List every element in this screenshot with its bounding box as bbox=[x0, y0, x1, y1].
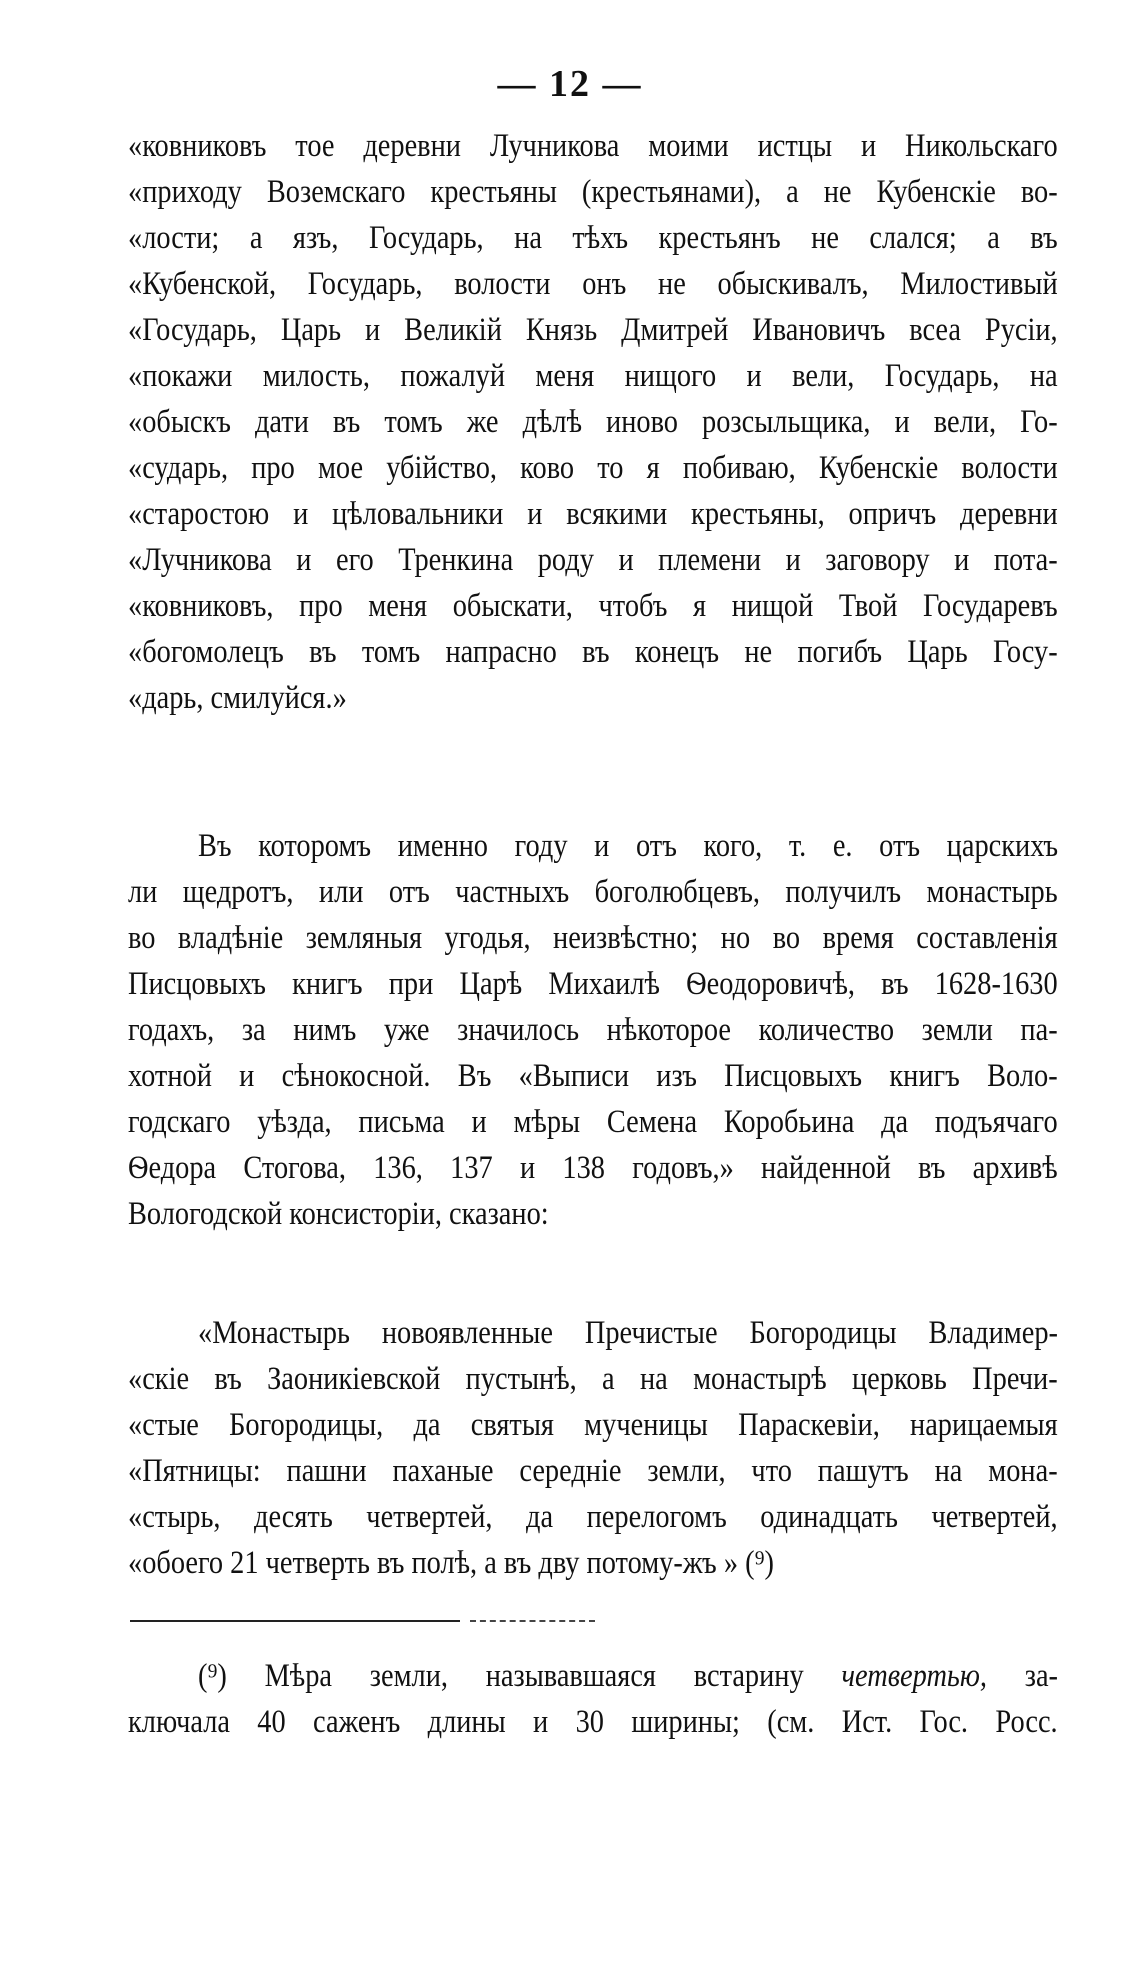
text-line: «дарь, смилуйся.» bbox=[128, 680, 347, 716]
text-line: «ковниковъ, про меня обыскати, чтобъ я нищой Твой Государевъ bbox=[128, 588, 1058, 624]
text-line: «приходу Воземскаго крестьяны (крестьянами), а не Кубенскіе во- bbox=[128, 174, 1058, 210]
text-line: «стырь, десять четвертей, да перелогомъ одинадцать четвертей, bbox=[128, 1499, 1058, 1535]
text-line: «стые Богородицы, да святыя мученицы Параскевіи, нарицаемыя bbox=[128, 1407, 1058, 1443]
page-number: — 12 — bbox=[497, 63, 643, 105]
text-line: годскаго уѣзда, письма и мѣры Семена Коробьина да подъячаго bbox=[128, 1104, 1058, 1140]
text-line: хотной и сѣнокосной. Въ «Выписи изъ Писцовыхъ книгъ Воло- bbox=[128, 1058, 1058, 1094]
text-line: ли щедротъ, или отъ частныхъ боголюбцевъ, получилъ монастырь bbox=[128, 874, 1058, 910]
footnote-line: ключала 40 саженъ длины и 30 ширины; (см. Ист. Гос. Росс. bbox=[128, 1704, 1058, 1740]
text-line: «Монастырь новоявленные Пречистые Богородицы Владимер- bbox=[198, 1315, 1058, 1351]
text-line: «скіе въ Заоникіевской пустынѣ, а на монастырѣ церковь Пречи- bbox=[128, 1361, 1058, 1397]
text-line: «обоего 21 четверть въ полѣ, а въ дву потому-жъ » (⁹) bbox=[128, 1545, 774, 1581]
quote-block-extract bbox=[128, 1310, 1058, 1586]
text-line: Писцовыхъ книгъ при Царѣ Михаилѣ Ѳеодоровичѣ, въ 1628-1630 bbox=[128, 966, 1058, 1002]
footnote-rule bbox=[130, 1620, 460, 1622]
footnote-marker-text: (⁹) Мѣра земли, называвшаяся встарину bbox=[198, 1658, 804, 1694]
footnote-line bbox=[198, 1653, 1058, 1699]
footnote-continuation: за- bbox=[986, 1658, 1058, 1694]
footnote-rule-dashed bbox=[470, 1620, 595, 1622]
text-line: «Лучникова и его Тренкина роду и племени и заговору и пота- bbox=[128, 542, 1058, 578]
body-paragraph bbox=[128, 823, 1058, 1237]
text-line: «покажи милость, пожалуй меня нищого и вели, Государь, на bbox=[128, 358, 1058, 394]
text-line: «Пятницы: пашни паханые середніе земли, что пашутъ на мона- bbox=[128, 1453, 1058, 1489]
text-line: «богомолецъ въ томъ напрасно въ конецъ не погибъ Царь Госу- bbox=[128, 634, 1058, 670]
footnote bbox=[128, 1653, 1058, 1745]
text-line: Въ которомъ именно году и отъ кого, т. е. отъ царскихъ bbox=[198, 828, 1058, 864]
text-line: «Кубенской, Государь, волости онъ не обыскивалъ, Милостивый bbox=[128, 266, 1058, 302]
text-line: «старостою и цѣловальники и всякими крестьяны, опричъ деревни bbox=[128, 496, 1058, 532]
quote-block-petition bbox=[128, 123, 1058, 721]
text-line: Ѳедора Стогова, 136, 137 и 138 годовъ,» найденной въ архивѣ bbox=[128, 1150, 1058, 1186]
text-line: годахъ, за нимъ уже значилось нѣкоторое количество земли па- bbox=[128, 1012, 1058, 1048]
text-line: Вологодской консисторіи, сказано: bbox=[128, 1196, 549, 1232]
text-line: во владѣніе земляныя угодья, неизвѣстно; но во время составленія bbox=[128, 920, 1058, 956]
text-line: «ковниковъ тое деревни Лучникова моими истцы и Никольскаго bbox=[128, 128, 1058, 164]
text-line: «обыскъ дати въ томъ же дѣлѣ иново розсыльщика, и вели, Го- bbox=[128, 404, 1058, 440]
text-line: «Государь, Царь и Великій Князь Дмитрей Ивановичъ всеа Русіи, bbox=[128, 312, 1058, 348]
text-line: «лости; а язъ, Государь, на тѣхъ крестьянъ не слался; а въ bbox=[128, 220, 1058, 256]
text-line: «сударь, про мое убійство, ково то я побиваю, Кубенскіе волости bbox=[128, 450, 1058, 486]
footnote-term: четвертью, bbox=[841, 1658, 987, 1694]
